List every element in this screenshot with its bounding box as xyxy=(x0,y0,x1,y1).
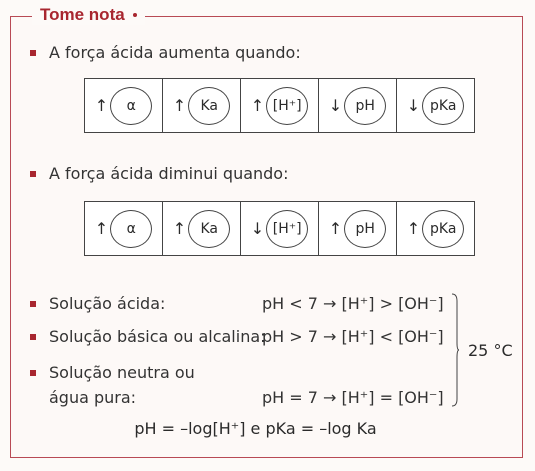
circled-symbol: pH xyxy=(344,210,386,248)
increase-cell-h xyxy=(241,79,319,132)
decrease-cell-ka xyxy=(163,202,241,255)
increase-cell-ph xyxy=(319,79,397,132)
arrow-icon: ↓ xyxy=(406,96,421,115)
bullet-square xyxy=(30,370,36,376)
solution-neutral-label-1: Solução neutra ou xyxy=(49,363,195,382)
circled-symbol: pH xyxy=(344,87,386,125)
circled-symbol: [H⁺] xyxy=(266,87,308,125)
note-title: Tome nota xyxy=(40,5,125,24)
arrow-icon: ↑ xyxy=(250,96,265,115)
circled-symbol: Ka xyxy=(188,210,230,248)
increase-cell-alpha xyxy=(85,79,163,132)
decrease-cell-h xyxy=(241,202,319,255)
solution-neutral-label-2: água pura: xyxy=(49,388,137,407)
solution-basic-rule: pH > 7 → [H⁺] < [OH⁻] xyxy=(262,327,444,346)
circled-symbol: Ka xyxy=(188,87,230,125)
circled-symbol: α xyxy=(110,210,152,248)
circled-symbol: pKa xyxy=(422,87,464,125)
decrease-cell-pka xyxy=(397,202,474,255)
decrease-cell-alpha xyxy=(85,202,163,255)
temperature-label: 25 °C xyxy=(468,341,513,360)
circled-symbol: α xyxy=(110,87,152,125)
bullet-square xyxy=(30,301,36,307)
increase-table xyxy=(84,78,475,133)
solution-acid-label: Solução ácida: xyxy=(49,294,166,313)
decrease-table xyxy=(84,201,475,256)
arrow-icon: ↑ xyxy=(94,96,109,115)
bullet-square xyxy=(30,334,36,340)
arrow-icon: ↓ xyxy=(328,96,343,115)
note-title-bar xyxy=(32,5,145,25)
bullet-square xyxy=(30,50,36,56)
arrow-icon: ↑ xyxy=(172,96,187,115)
solution-acid-rule: pH < 7 → [H⁺] > [OH⁻] xyxy=(262,294,444,313)
increase-cell-pka xyxy=(397,79,474,132)
arrow-icon: ↑ xyxy=(172,219,187,238)
arrow-icon: ↑ xyxy=(328,219,343,238)
decrease-heading: A força ácida diminui quando: xyxy=(49,164,289,183)
brace-icon xyxy=(451,293,459,407)
formula-line: pH = –log[H⁺] e pKa = –log Ka xyxy=(134,419,377,438)
arrow-icon: ↑ xyxy=(94,219,109,238)
circled-symbol: pKa xyxy=(422,210,464,248)
arrow-icon: ↑ xyxy=(406,219,421,238)
solution-neutral-rule: pH = 7 → [H⁺] = [OH⁻] xyxy=(262,388,444,407)
title-dot xyxy=(133,13,137,17)
decrease-cell-ph xyxy=(319,202,397,255)
circled-symbol: [H⁺] xyxy=(266,210,308,248)
bullet-square xyxy=(30,171,36,177)
increase-cell-ka xyxy=(163,79,241,132)
increase-heading: A força ácida aumenta quando: xyxy=(49,43,301,62)
arrow-icon: ↓ xyxy=(250,219,265,238)
solution-basic-label: Solução básica ou alcalina: xyxy=(49,327,266,346)
